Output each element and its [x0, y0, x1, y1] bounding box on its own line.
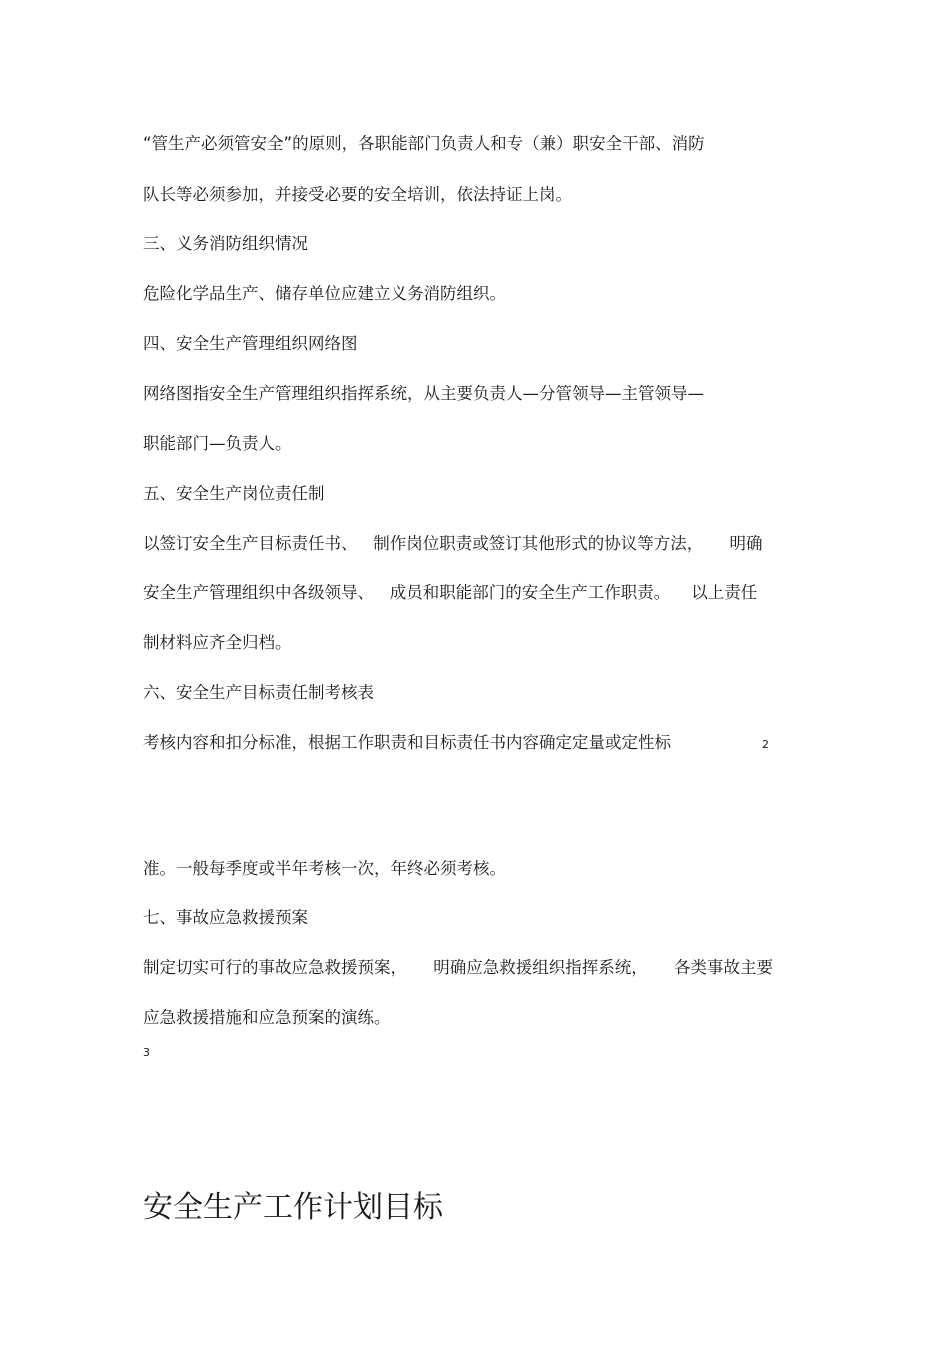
paragraph-line: 危险化学品生产、储存单位应建立义务消防组织。	[143, 284, 506, 303]
document-title: 安全生产工作计划目标	[143, 1190, 443, 1225]
paragraph-line: 应急救援措施和应急预案的演练。	[143, 1008, 391, 1027]
paragraph-line: 制定切实可行的事故应急救援预案， 明确应急救援组织指挥系统， 各类事故主要	[143, 958, 773, 977]
page-number: 2	[762, 738, 769, 751]
paragraph-line: 以签订安全生产目标责任书、 制作岗位职责或签订其他形式的协议等方法， 明确	[143, 534, 763, 553]
paragraph-line: 制材料应齐全归档。	[143, 633, 292, 652]
section-heading-4: 四、安全生产管理组织网络图	[143, 334, 358, 353]
paragraph-line: 网络图指安全生产管理组织指挥系统，从主要负责人—分管领导—主管领导—	[143, 384, 704, 403]
paragraph-line: 队长等必须参加，并接受必要的安全培训，依法持证上岗。	[143, 185, 572, 204]
paragraph-line: 考核内容和扣分标准，根据工作职责和目标责任书内容确定定量或定性标	[143, 733, 671, 752]
section-heading-3: 三、义务消防组织情况	[143, 234, 308, 253]
paragraph-line: 准。一般每季度或半年考核一次，年终必须考核。	[143, 859, 506, 878]
section-heading-6: 六、安全生产目标责任制考核表	[143, 683, 374, 702]
paragraph-line: “管生产必须管安全”的原则，各职能部门负责人和专（兼）职安全干部、消防	[143, 134, 705, 153]
paragraph-line: 职能部门—负责人。	[143, 434, 292, 453]
section-heading-5: 五、安全生产岗位责任制	[143, 484, 325, 503]
page-number: 3	[143, 1046, 150, 1059]
paragraph-line: 安全生产管理组织中各级领导、 成员和职能部门的安全生产工作职责。 以上责任	[143, 583, 758, 602]
section-heading-7: 七、事故应急救援预案	[143, 908, 308, 927]
